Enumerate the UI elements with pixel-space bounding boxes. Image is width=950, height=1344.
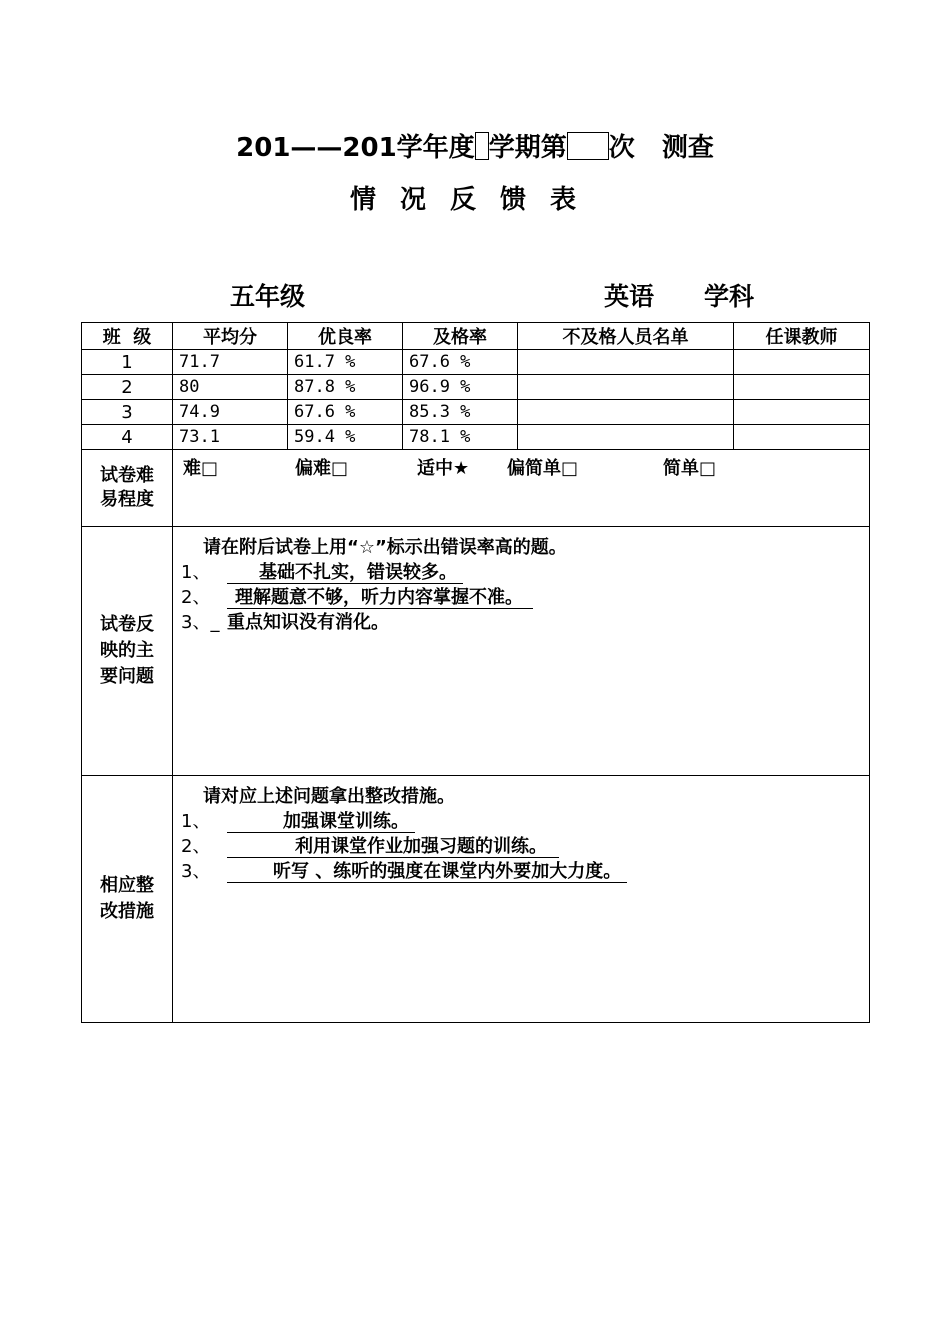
list-item: 2、 利用课堂作业加强习题的训练。: [181, 834, 869, 859]
fail-names-cell[interactable]: [518, 425, 734, 450]
problems-intro: 请在附后试卷上用“☆”标示出错误率高的题。: [203, 537, 567, 558]
header-teacher: 任课教师: [734, 323, 870, 350]
average-score: 74.9: [173, 400, 288, 425]
fail-names-cell[interactable]: [518, 375, 734, 400]
fail-names-cell[interactable]: [518, 350, 734, 375]
pass-rate: 78.1 %: [403, 425, 518, 450]
star-filled-icon: ★: [453, 458, 470, 479]
table-row: [82, 350, 870, 375]
test-number-blank-box[interactable]: [567, 132, 609, 160]
table-row: [82, 375, 870, 400]
list-item: 2、 理解题意不够，听力内容掌握不准。: [181, 585, 869, 610]
document-subtitle: 情况反馈表: [349, 185, 600, 215]
title-semester-text: 学期第: [488, 133, 567, 163]
checkbox-empty-icon: □: [201, 458, 219, 479]
difficulty-row: [82, 450, 870, 527]
excellent-rate: 61.7 %: [288, 350, 403, 375]
header-excellent-rate: 优良率: [288, 323, 403, 350]
subject-word: 学科: [704, 282, 755, 311]
difficulty-option-somewhat-hard[interactable]: 偏难□: [295, 458, 349, 479]
grade-label: 五年级: [230, 282, 306, 311]
table-row: [82, 425, 870, 450]
difficulty-label: 试卷难 易程度: [82, 450, 173, 527]
document-title: [0, 128, 950, 168]
pass-rate: 67.6 %: [403, 350, 518, 375]
teacher-cell[interactable]: [734, 350, 870, 375]
difficulty-option-moderate[interactable]: 适中★: [417, 458, 470, 479]
checkbox-empty-icon: □: [699, 458, 717, 479]
difficulty-options: [173, 450, 870, 527]
class-number: 3: [82, 400, 173, 425]
teacher-cell[interactable]: [734, 375, 870, 400]
list-item: 3、 听写 、练听的强度在课堂内外要加大力度。: [181, 859, 869, 884]
average-score: 80: [173, 375, 288, 400]
measures-content: [173, 776, 870, 1023]
teacher-cell[interactable]: [734, 425, 870, 450]
average-score: 73.1: [173, 425, 288, 450]
fail-names-cell[interactable]: [518, 400, 734, 425]
list-item: 3、_ 重点知识没有消化。: [181, 612, 389, 633]
list-item: 1、 加强课堂训练。: [181, 809, 869, 834]
table-row: [82, 400, 870, 425]
teacher-cell[interactable]: [734, 400, 870, 425]
class-number: 1: [82, 350, 173, 375]
feedback-table: [81, 322, 870, 1023]
title-test-text: 次 测查: [608, 133, 714, 163]
problems-label: 试卷反 映的主 要问题: [82, 527, 173, 776]
difficulty-option-somewhat-easy[interactable]: 偏简单□: [507, 458, 579, 479]
difficulty-option-hard[interactable]: 难□: [183, 458, 219, 479]
checkbox-empty-icon: □: [561, 458, 579, 479]
problems-content: [173, 527, 870, 776]
pass-rate: 85.3 %: [403, 400, 518, 425]
table-header-row: [82, 323, 870, 350]
checkbox-empty-icon: □: [331, 458, 349, 479]
excellent-rate: 87.8 %: [288, 375, 403, 400]
class-number: 2: [82, 375, 173, 400]
excellent-rate: 67.6 %: [288, 400, 403, 425]
pass-rate: 96.9 %: [403, 375, 518, 400]
measures-intro: 请对应上述问题拿出整改措施。: [203, 786, 455, 807]
problems-row: [82, 527, 870, 776]
title-year-range: 201——201学年度: [236, 133, 475, 163]
measures-row: [82, 776, 870, 1023]
header-pass-rate: 及格率: [403, 323, 518, 350]
average-score: 71.7: [173, 350, 288, 375]
header-class: 班 级: [82, 323, 173, 350]
excellent-rate: 59.4 %: [288, 425, 403, 450]
measures-label: 相应整 改措施: [82, 776, 173, 1023]
subject-name: 英语: [604, 282, 655, 311]
header-fail-names: 不及格人员名单: [518, 323, 734, 350]
class-number: 4: [82, 425, 173, 450]
difficulty-option-easy[interactable]: 简单□: [663, 458, 717, 479]
semester-blank-box[interactable]: [475, 132, 489, 160]
list-item: 1、 基础不扎实，错误较多。: [181, 560, 869, 585]
header-average: 平均分: [173, 323, 288, 350]
